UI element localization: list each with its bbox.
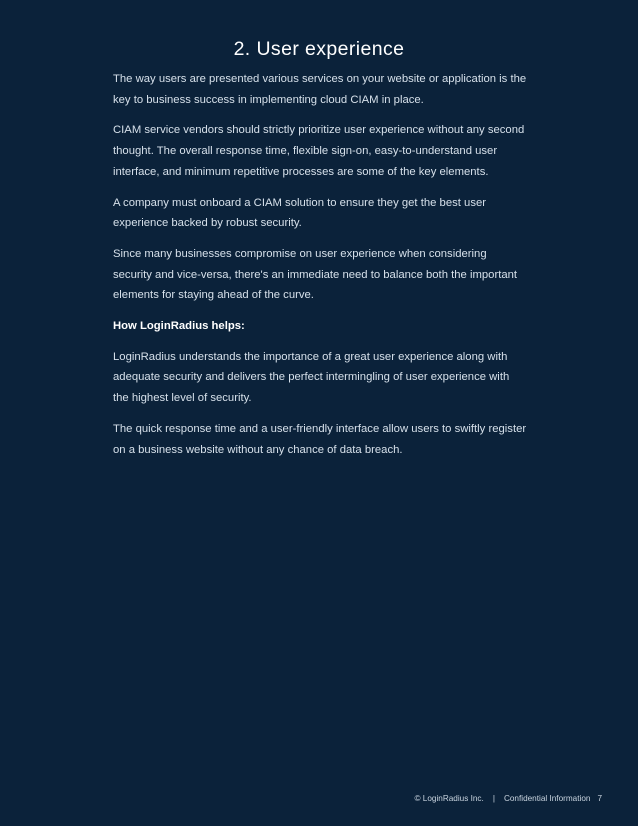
page-title: 2. User experience: [233, 38, 405, 60]
body-paragraph: LoginRadius understands the importance of a great user experience along with adequate security and delivers the perfect intermingling of user experience with the highest level of security.: [113, 350, 510, 405]
body-paragraph: A company must onboard a CIAM solution to ensure they get the best user experience backed by robust security.: [113, 196, 487, 230]
body-paragraph: The way users are presented various services on your website or application is the key to business success in implementing cloud CIAM in place.: [113, 73, 527, 106]
footer-copyright: © LoginRadius Inc.: [414, 794, 484, 803]
page-number: 7: [597, 794, 602, 803]
footer-separator: |: [492, 794, 495, 803]
body-paragraph: The quick response time and a user-friendly interface allow users to swiftly register on a business website without any chance of data breach.: [113, 422, 527, 456]
document-body: [113, 69, 528, 470]
page-footer: [415, 794, 603, 803]
footer-confidential-label: Confidential Information: [503, 794, 591, 803]
section-subheading: How LoginRadius helps:: [113, 320, 245, 333]
body-paragraph: CIAM service vendors should strictly prioritize user experience without any second thought. The overall response time, flexible sign-on, easy-to-understand user interface, and minimum repetitive processes are some of the key elements.: [113, 124, 525, 178]
body-paragraph: Since many businesses compromise on user experience when considering security and vice-versa, there's an immediate need to balance both the important elements for staying ahead of the curve.: [113, 247, 518, 302]
